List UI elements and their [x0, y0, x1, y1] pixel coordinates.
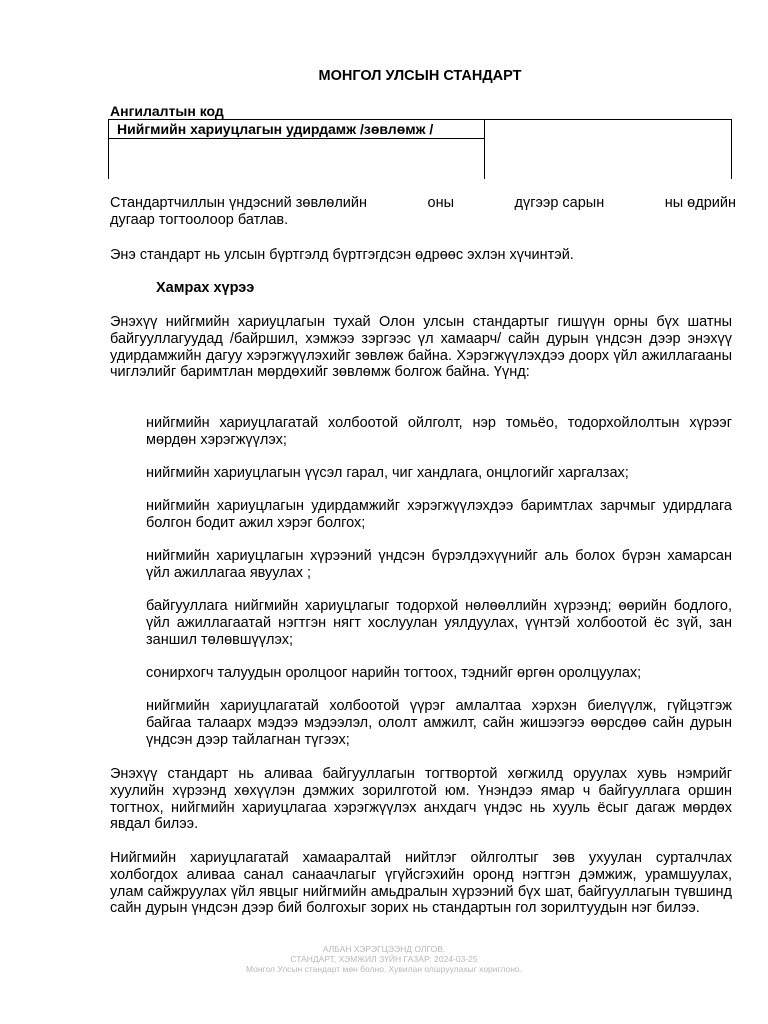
- watermark-line-3: Монгол Улсын стандарт мөн болно. Хувилан олшруулахыг хориглоно.: [245, 964, 523, 974]
- empty-cell: [108, 139, 484, 179]
- list-item: нийгмийн хариуцлагатай холбоотой ойлголт, нэр томьёо, тодорхойлолтын хүрээг мөрдөн хэрэгжүүлэх;: [146, 415, 732, 448]
- paragraph-sustainability: Энэхүү стандарт нь аливаа байгууллагын тогтвортой хөгжилд оруулах хувь нэмрийг хуулийн хүрээнд хөхүүлэн дэмжих зорилготой юм. Үнэндээ ямар ч байгууллага оршин тогтнох, нийгмийн хариуцлагаа хэрэгжүүлэх анхдагч үндэс нь хууль ёсыг дагаж мөрдөх явдал билээ.: [110, 766, 732, 833]
- scope-heading: Хамрах хүрээ: [156, 280, 255, 296]
- watermark-footer: [0, 944, 768, 974]
- paragraph-goals: Нийгмийн хариуцлагатай хамааралтай нийтлэг ойлголтыг зөв ухуулан сурталчлах холбогдох аливаа санал санаачлагыг үгүйсгэхийн оронд нэгтгэн дэмжиж, урамшуулах, улам сайжруулах үйл явцыг нийгмийн амьдралын хүрээний бүх шат, байгууллагын түвшинд сайн дурын үндсэн дээр бий болгохыг зорих нь стандартын гол зорилтуудын нэг билээ.: [110, 850, 732, 917]
- approval-line-2: дугаар тогтоолоор батлав.: [110, 212, 289, 228]
- approval-part-3: дүгээр сарын: [514, 195, 605, 211]
- approval-part-2: оны: [427, 195, 455, 211]
- watermark-line-2: СТАНДАРТ, ХЭМЖИЛ ЗҮЙН ГАЗАР: 2024-03-25: [290, 954, 478, 964]
- classification-code-label: Ангилалтын код: [110, 103, 224, 119]
- list-item: байгууллага нийгмийн хариуцлагыг тодорхой нөлөөллийн хүрээнд; өөрийн бодлого, үйл ажиллагаатай нэгтгэн нягт хослуулан уялдуулах, үүнтэй холбоотой ёс зүй, зан заншил төлөвшүүлэх;: [146, 598, 732, 648]
- code-cell: [484, 119, 732, 179]
- list-item: нийгмийн хариуцлагын хүрээний үндсэн бүрэлдэхүүнийг аль болох бүрэн хамарсан үйл ажиллагаа явуулах ;: [146, 548, 732, 581]
- watermark-line-1: АЛБАН ХЭРЭГЦЭЭНД ОЛГОВ.: [322, 944, 446, 954]
- approval-part-1: Стандартчиллын үндэсний зөвлөлийн: [110, 195, 368, 211]
- classification-table: [108, 119, 732, 179]
- list-item: нийгмийн хариуцлагын удирдамжийг хэрэгжүүлэхдээ баримтлах зарчмыг удирдлага болгон бодит ажил хэрэг болгох;: [146, 498, 732, 531]
- approval-statement: [110, 195, 736, 229]
- approval-part-4: ны өдрийн: [664, 195, 736, 211]
- effective-statement: Энэ стандарт нь улсын бүртгэлд бүртгэгдсэн өдрөөс эхлэн хүчинтэй.: [110, 247, 574, 263]
- document-title: МОНГОЛ УЛСЫН СТАНДАРТ: [318, 68, 522, 84]
- intro-paragraph: Энэхүү нийгмийн хариуцлагын тухай Олон улсын стандартыг гишүүн орны бүх шатны байгууллагуудад /байршил, хэмжээ зэргээс үл хамаарч/ сайн дурын үндсэн дээр энэхүү удирдамжийн дагуу хэрэгжүүлэхийг зөвлөж байна. Хэрэгжүүлэхдээ доорх үйл ажиллагааны чиглэлийг баримтлан мөрдөхийг зөвлөмж болгож байна. Үүнд:: [110, 314, 732, 381]
- list-item: нийгмийн хариуцлагатай холбоотой үүрэг амлалтаа хэрхэн биелүүлж, гүйцэтгэж байгаа талаарх мэдээ мэдээлэл, ололт амжилт, сайн жишээгээ өөрсдөө сайн дурын үндсэн дээр тайлагнан түгээх;: [146, 698, 732, 748]
- list-item: сонирхогч талуудын оролцоог нарийн тогтоох, тэднийг өргөн оролцуулах;: [146, 665, 642, 681]
- list-item: нийгмийн хариуцлагын үүсэл гарал, чиг хандлага, онцлогийг харгалзах;: [146, 465, 629, 481]
- standard-name-cell: Нийгмийн хариуцлагын удирдамж /зөвлөмж /: [108, 119, 484, 139]
